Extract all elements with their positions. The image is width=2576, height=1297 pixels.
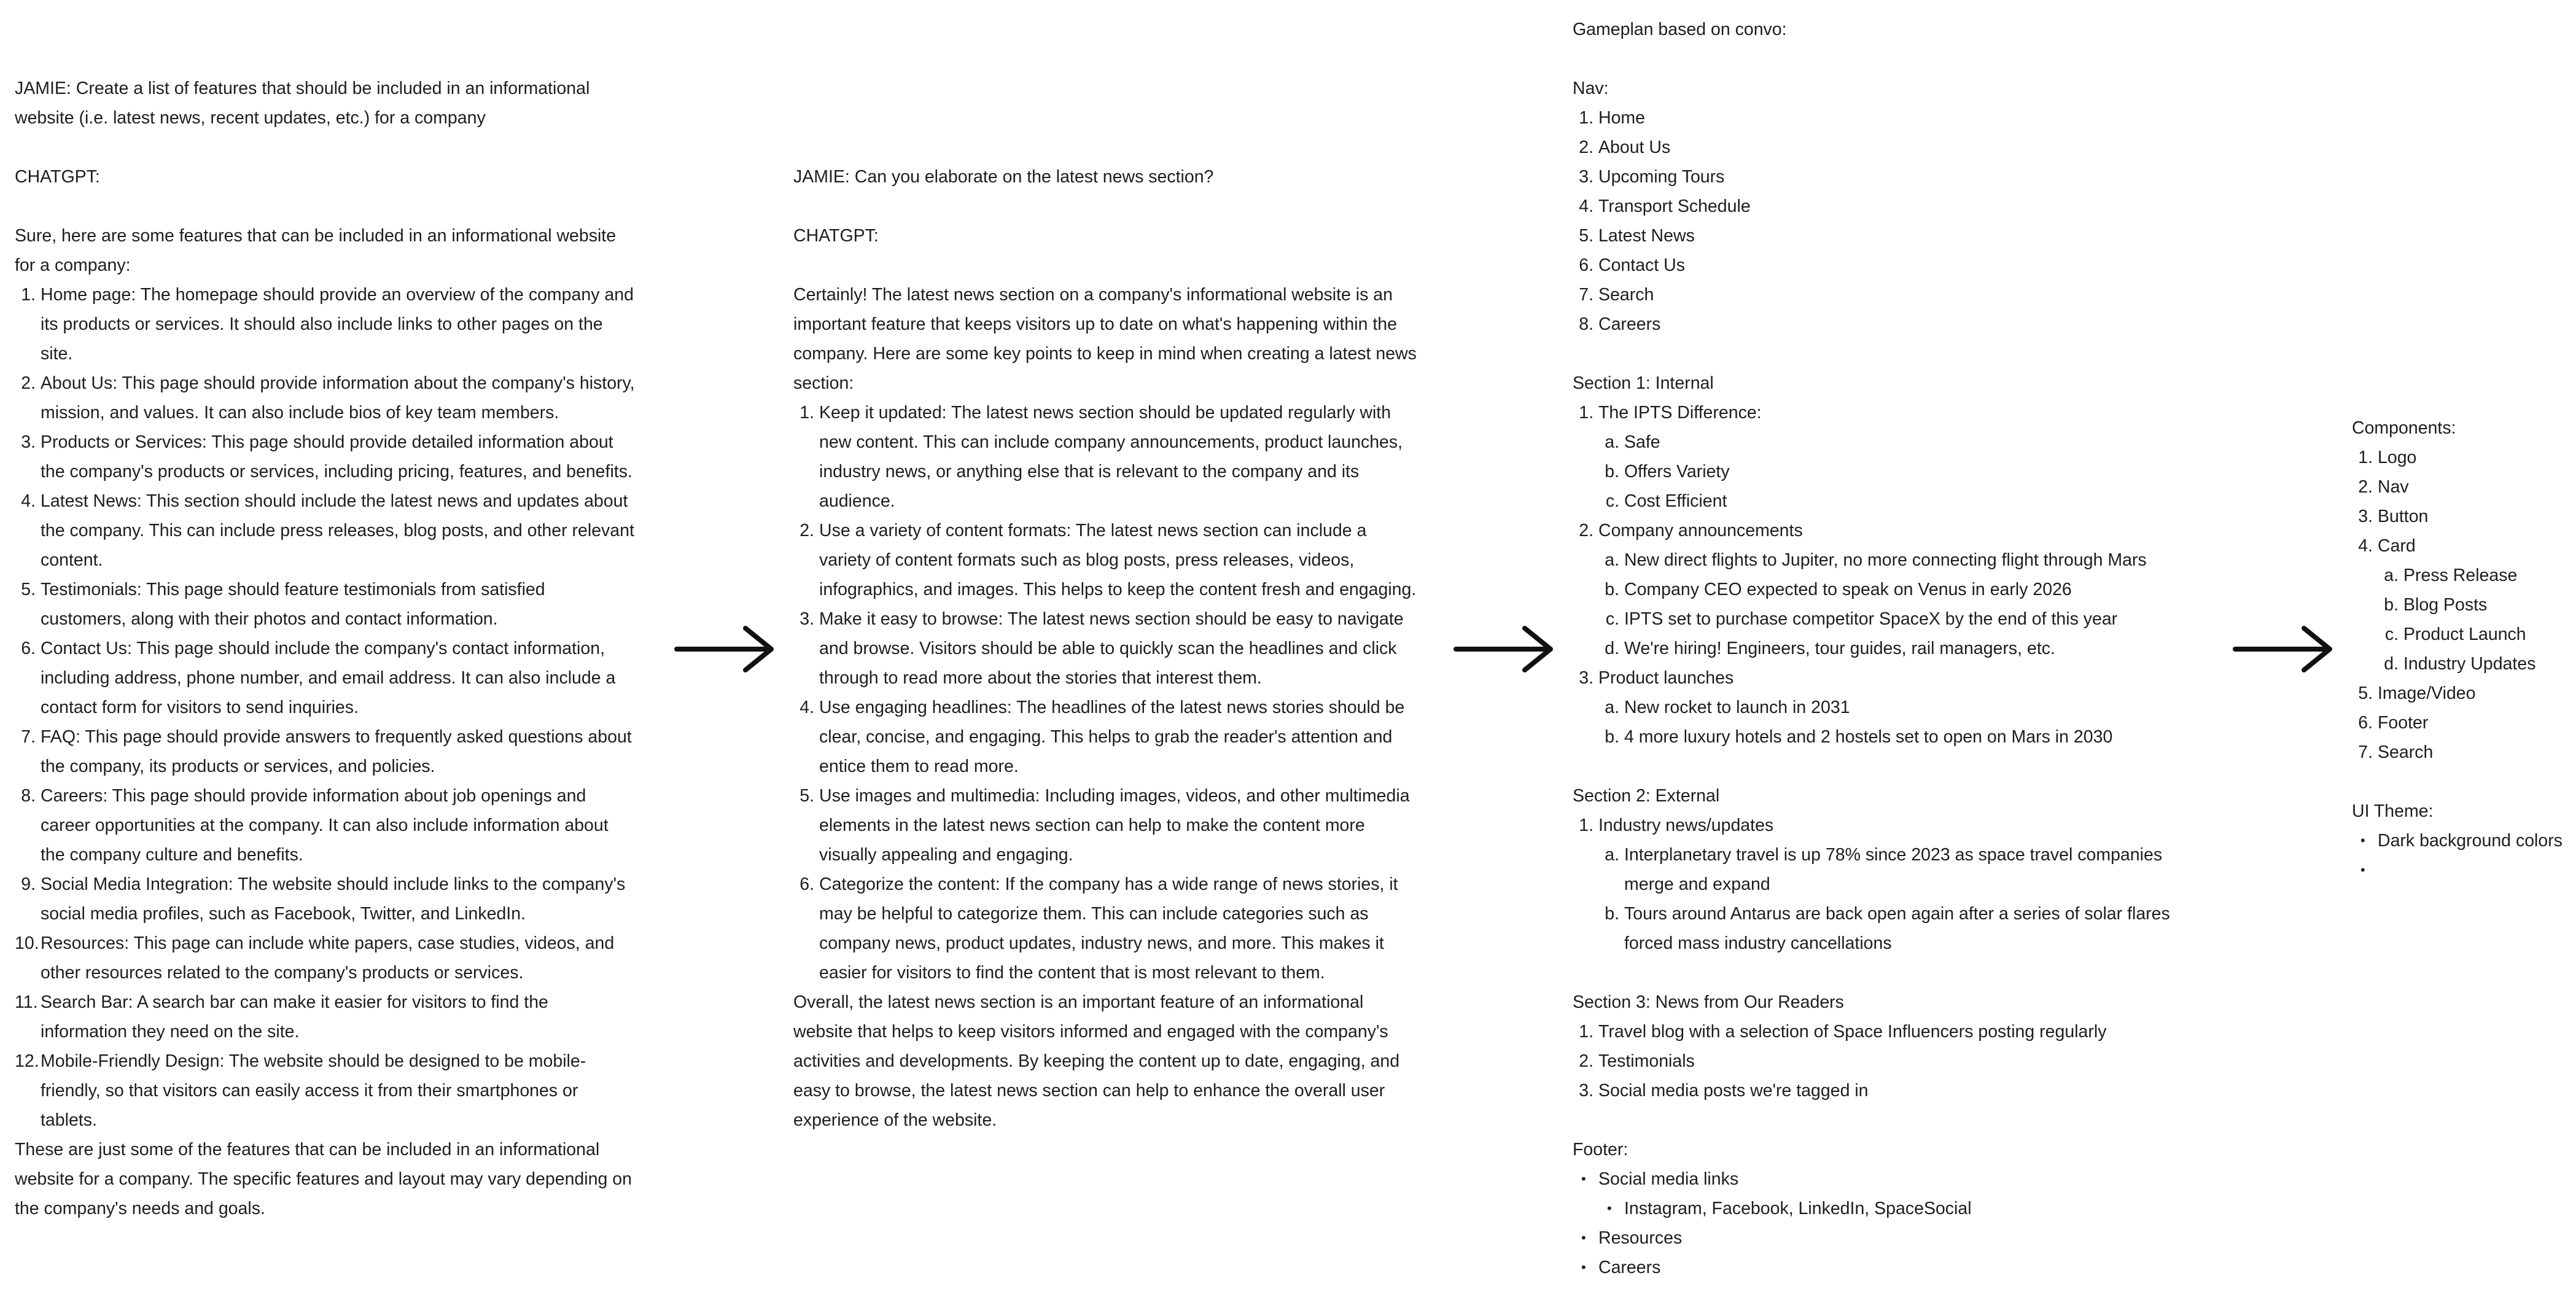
list-item: Footer (2378, 713, 2429, 733)
list-item: Image/Video (2378, 684, 2476, 703)
user-prompt: JAMIE: Can you elaborate on the latest news section? (793, 167, 1214, 187)
list-item: Home page: The homepage should provide an overview of the company and its products or services. It should also include links to other pages on the site. (41, 285, 634, 364)
sub-list (2378, 561, 2573, 679)
response-outro: Overall, the latest news section is an important feature of an informational website that helps to keep visitors informed and engaged with the company's activities and developments. By keeping the content up to date, engaging, and easy to browse, the latest news section can help to enhance the overall user experience of the website. (793, 992, 1400, 1130)
list-item: Upcoming Tours (1598, 167, 1725, 187)
list-item: Latest News: This section should include the latest news and updates about the company. This can include press releases, blog posts, and other relevant content. (41, 491, 634, 570)
arrow-right-icon (674, 625, 776, 674)
section-heading: Section 3: News from Our Readers (1573, 992, 1844, 1012)
response-intro: Sure, here are some features that can be included in an informational website for a company: (15, 226, 617, 275)
sub-list (1598, 427, 2211, 516)
list-item: Social media posts we're tagged in (1598, 1081, 1869, 1100)
list-item: Testimonials (1598, 1051, 1695, 1071)
key-points-list (793, 398, 1453, 987)
list-item: Products or Services: This page should provide detailed information about the company's products or services, including pricing, features, and benefits. (41, 432, 632, 481)
list-item: Button (2378, 507, 2429, 526)
section-heading: Section 2: External (1573, 786, 1720, 806)
list-item: Industry Updates (2403, 654, 2536, 674)
list-item: Industry news/updates Interplanetary travel is up 78% since 2023 as space travel companies merge and expand Tours around Antarus are back open again after a series of solar flares forced mass industry cancellations (1573, 811, 2211, 958)
list-item: Interplanetary travel is up 78% since 2023 as space travel companies merge and expand (1624, 845, 2163, 894)
list-item: • Social media links • Instagram, Facebook, LinkedIn, SpaceSocial (1573, 1164, 2211, 1223)
sub-list (1598, 693, 2211, 752)
list-item: • Instagram, Facebook, LinkedIn, SpaceSocial (1598, 1194, 2211, 1223)
list-item: The IPTS Difference: Safe Offers Variety Cost Efficient (1573, 398, 2211, 516)
list-item: FAQ: This page should provide answers to frequently asked questions about the company, its products or services, and policies. (41, 727, 632, 776)
section-2-list (1573, 811, 2211, 958)
list-item: About Us (1598, 138, 1671, 157)
list-item: Company CEO expected to speak on Venus in early 2026 (1624, 580, 2072, 599)
sub-list (1598, 545, 2211, 663)
list-item: Careers: This page should provide information about job openings and career opportunities at the company. It can also include information about the company culture and benefits. (41, 786, 609, 865)
list-item: Use images and multimedia: Including images, videos, and other multimedia elements in the latest news section can help to make the content more visually appealing and engaging. (819, 786, 1410, 865)
gameplan-title: Gameplan based on convo: (1573, 20, 1787, 39)
list-item: Travel blog with a selection of Space Influencers posting regularly (1598, 1022, 2107, 1042)
list-item: Social Media Integration: The website should include links to the company's social media profiles, such as Facebook, Twitter, and LinkedIn. (41, 874, 626, 924)
list-item: Resources: This page can include white papers, case studies, videos, and other resources related to the company's products or services. (41, 933, 615, 983)
list-item: About Us: This page should provide information about the company's history, mission, and values. It can also include bios of key team members. (41, 373, 635, 423)
list-item: Cost Efficient (1624, 491, 1727, 511)
list-item: Safe (1624, 432, 1660, 452)
list-item: Contact Us: This page should include the company's contact information, including address, phone number, and email address. It can also include a contact form for visitors to send inquiries. (41, 639, 616, 717)
list-item: Search (2378, 742, 2434, 762)
arrow-right-icon (1453, 625, 1555, 674)
list-item: Product launches New rocket to launch in 2031 4 more luxury hotels and 2 hostels set to open on Mars in 2030 (1573, 663, 2211, 752)
section-heading: Section 1: Internal (1573, 373, 1714, 393)
user-prompt: JAMIE: Create a list of features that should be included in an informational website (i.e. latest news, recent updates, etc.) for a company (15, 79, 590, 128)
response-intro: Certainly! The latest news section on a company's informational website is an important feature that keeps visitors up to date on what's happening within the company. Here are some key points to keep in mind when creating a latest news section: (793, 285, 1417, 393)
footer-list (1573, 1164, 2211, 1282)
list-item: Product Launch (2403, 625, 2526, 644)
chat-column-2 (793, 162, 1453, 1135)
components-heading: Components: (2352, 418, 2456, 438)
gameplan-column (1573, 15, 2211, 1282)
components-list (2352, 443, 2573, 767)
list-item: Careers (1598, 314, 1661, 334)
chat-column-1 (15, 74, 666, 1223)
list-item: Blog Posts (2403, 595, 2488, 615)
list-item: • Careers (1573, 1253, 2211, 1282)
list-item (2352, 855, 2573, 885)
list-item: Testimonials: This page should feature testimonials from satisfied customers, along with their photos and contact information. (41, 580, 545, 629)
section-3-list (1573, 1017, 2211, 1105)
arrow-right-icon (2233, 625, 2334, 674)
list-item: Press Release (2403, 566, 2518, 585)
list-item: New direct flights to Jupiter, no more connecting flight through Mars (1624, 550, 2147, 570)
list-item: New rocket to launch in 2031 (1624, 698, 1850, 717)
list-item: Categorize the content: If the company has a wide range of news stories, it may be helpful to categorize them. This can include categories such as company news, product updates, industry news, and more. This makes it easier for visitors to find the content that is most relevant to them. (819, 874, 1398, 983)
list-item: • Resources (1573, 1223, 2211, 1253)
list-item: We're hiring! Engineers, tour guides, rail managers, etc. (1624, 639, 2055, 658)
list-item: Tours around Antarus are back open again after a series of solar flares forced mass industry cancellations (1624, 904, 2170, 953)
list-item: Offers Variety (1624, 462, 1730, 481)
list-item: Use engaging headlines: The headlines of the latest news stories should be clear, concise, and engaging. This helps to grab the reader's attention and entice them to read more. (819, 698, 1405, 776)
list-item: Keep it updated: The latest news section should be updated regularly with new content. This can include company announcements, product launches, industry news, or anything else that is relevant to the company and its audience. (819, 403, 1403, 511)
list-item: Company announcements New direct flights to Jupiter, no more connecting flight through Mars Company CEO expected to speak on Venus in early 2026 IPTS set to purchase competitor SpaceX by the end of this year We're hiring! Engineers, tour guides, rail managers, etc. (1573, 516, 2211, 663)
speaker-label: CHATGPT: (15, 167, 100, 187)
list-item: Search Bar: A search bar can make it easier for visitors to find the information they need on the site. (41, 992, 548, 1042)
list-item: 4 more luxury hotels and 2 hostels set to open on Mars in 2030 (1624, 727, 2113, 747)
sub-list (1598, 1194, 2211, 1223)
list-item: Mobile-Friendly Design: The website should be designed to be mobile- friendly, so that visitors can easily access it from their smartphones or tablets. (41, 1051, 586, 1130)
components-column (2352, 413, 2573, 885)
list-item: Search (1598, 285, 1654, 305)
footer-heading: Footer: (1573, 1140, 1628, 1159)
list-item: Nav (2378, 477, 2409, 497)
list-item: • Dark background colors (2352, 826, 2573, 855)
list-item: Card Press Release Blog Posts Product Launch Industry Updates (2352, 531, 2573, 679)
feature-list (15, 280, 666, 1135)
list-item: Use a variety of content formats: The latest news section can include a variety of content formats such as blog posts, press releases, videos, infographics, and images. This helps to keep the content fresh and engaging. (819, 521, 1417, 599)
list-item: IPTS set to purchase competitor SpaceX by the end of this year (1624, 609, 2118, 629)
list-item: Logo (2378, 448, 2417, 467)
speaker-label: CHATGPT: (793, 226, 879, 246)
theme-list (2352, 826, 2573, 885)
list-item: Contact Us (1598, 255, 1685, 275)
response-outro: These are just some of the features that can be included in an informational website for a company. The specific features and layout may vary depending on the company's needs and goals. (15, 1140, 632, 1218)
nav-list (1573, 103, 2211, 339)
section-1-list (1573, 398, 2211, 752)
theme-heading: UI Theme: (2352, 801, 2434, 821)
nav-heading: Nav: (1573, 79, 1609, 98)
list-item: Latest News (1598, 226, 1695, 246)
list-item: Transport Schedule (1598, 197, 1751, 216)
list-item: Make it easy to browse: The latest news section should be easy to navigate and browse. Visitors should be able to quickly scan the headlines and click through to read more about the stories that interest them. (819, 609, 1404, 688)
list-item: Home (1598, 108, 1646, 128)
sub-list (1598, 840, 2211, 958)
